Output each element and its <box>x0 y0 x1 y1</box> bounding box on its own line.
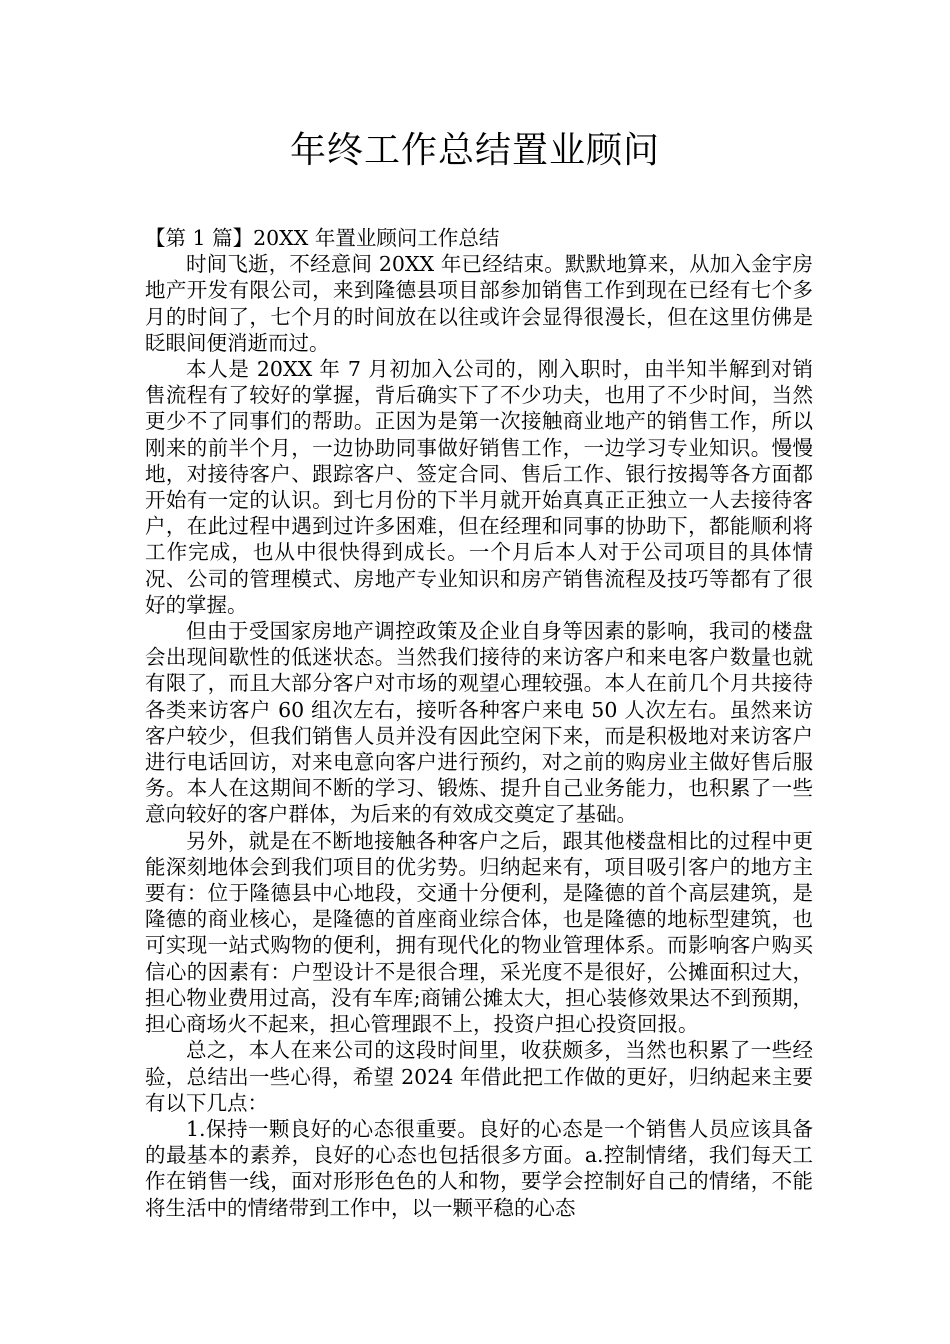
document-title: 年终工作总结置业顾问 <box>289 130 660 171</box>
paragraph-market: 但由于受国家房地产调控政策及企业自身等因素的影响，我司的楼盘会出现间歇性的低迷状态。当然我们接待的来访客户和来电客户数量也就有限了，而且大部分客户对市场的观望心理较强。本人在前几个月共接待各类来访客户 60 组次左右，接听各种客户来电 50 人次左右。虽然来访客户较少，但我们销售人员并没有因此空闲下来，而是积极地对来访客户进行电话回访，对来电意向客户进行预约，对之前的购房业主做好售后服务。本人在这期间不断的学习、锻炼、提升自己业务能力，也积累了一些意向较好的客户群体，为后来的有效成交奠定了基础。 <box>145 619 813 827</box>
section-heading: 【第 1 篇】20XX 年置业顾问工作总结 <box>145 226 500 250</box>
paragraph-intro: 时间飞逝，不经意间 20XX 年已经结束。默默地算来，从加入金宇房地产开发有限公司，来到隆德县项目部参加销售工作到现在已经有七个多月的时间了，七个月的时间放在以往或许会显得很漫长，但在这里仿佛是眨眼间便消逝而过。 <box>145 252 813 355</box>
paragraph-project-analysis: 另外，就是在不断地接触各种客户之后，跟其他楼盘相比的过程中更能深刻地体会到我们项目的优劣势。归纳起来有，项目吸引客户的地方主要有：位于隆德县中心地段，交通十分便利，是隆德的首个高层建筑，是隆德的商业核心，是隆德的首座商业综合体，也是隆德的地标型建筑，也可实现一站式购物的便利，拥有现代化的物业管理体系。而影响客户购买信心的因素有：户型设计不是很合理，采光度不是很好，公摊面积过大，担心物业费用过高，没有车库;商铺公摊太大，担心装修效果达不到预期，担心商场火不起来，担心管理跟不上，投资户担心投资回报。 <box>145 828 813 1037</box>
paragraph-point-1: 1.保持一颗良好的心态很重要。良好的心态是一个销售人员应该具备的最基本的素养，良好的心态也包括很多方面。a.控制情绪，我们每天工作在销售一线，面对形形色色的人和物，要学会控制好自己的情绪，不能将生活中的情绪带到工作中，以一颗平稳的心态 <box>145 1116 813 1220</box>
document-body <box>145 225 813 1221</box>
paragraph-joining: 本人是 20XX 年 7 月初加入公司的，刚入职时，由半知半解到对销售流程有了较好的掌握，背后确实下了不少功夫，也用了不少时间，当然更少不了同事们的帮助。正因为是第一次接触商业地产的销售工作，所以刚来的前半个月，一边协助同事做好销售工作，一边学习专业知识。慢慢地，对接待客户、跟踪客户、签定合同、售后工作、银行按揭等各方面都开始有一定的认识。到七月份的下半月就开始真真正正独立一人去接待客户，在此过程中遇到过许多困难，但在经理和同事的协助下，都能顺利将工作完成，也从中很快得到成长。一个月后本人对于公司项目的具体情况、公司的管理模式、房地产专业知识和房产销售流程及技巧等都有了很好的掌握。 <box>145 357 813 617</box>
paragraph-summary: 总之，本人在来公司的这段时间里，收获颇多，当然也积累了一些经验，总结出一些心得，希望 2024 年借此把工作做的更好，归纳起来主要有以下几点： <box>145 1038 813 1115</box>
